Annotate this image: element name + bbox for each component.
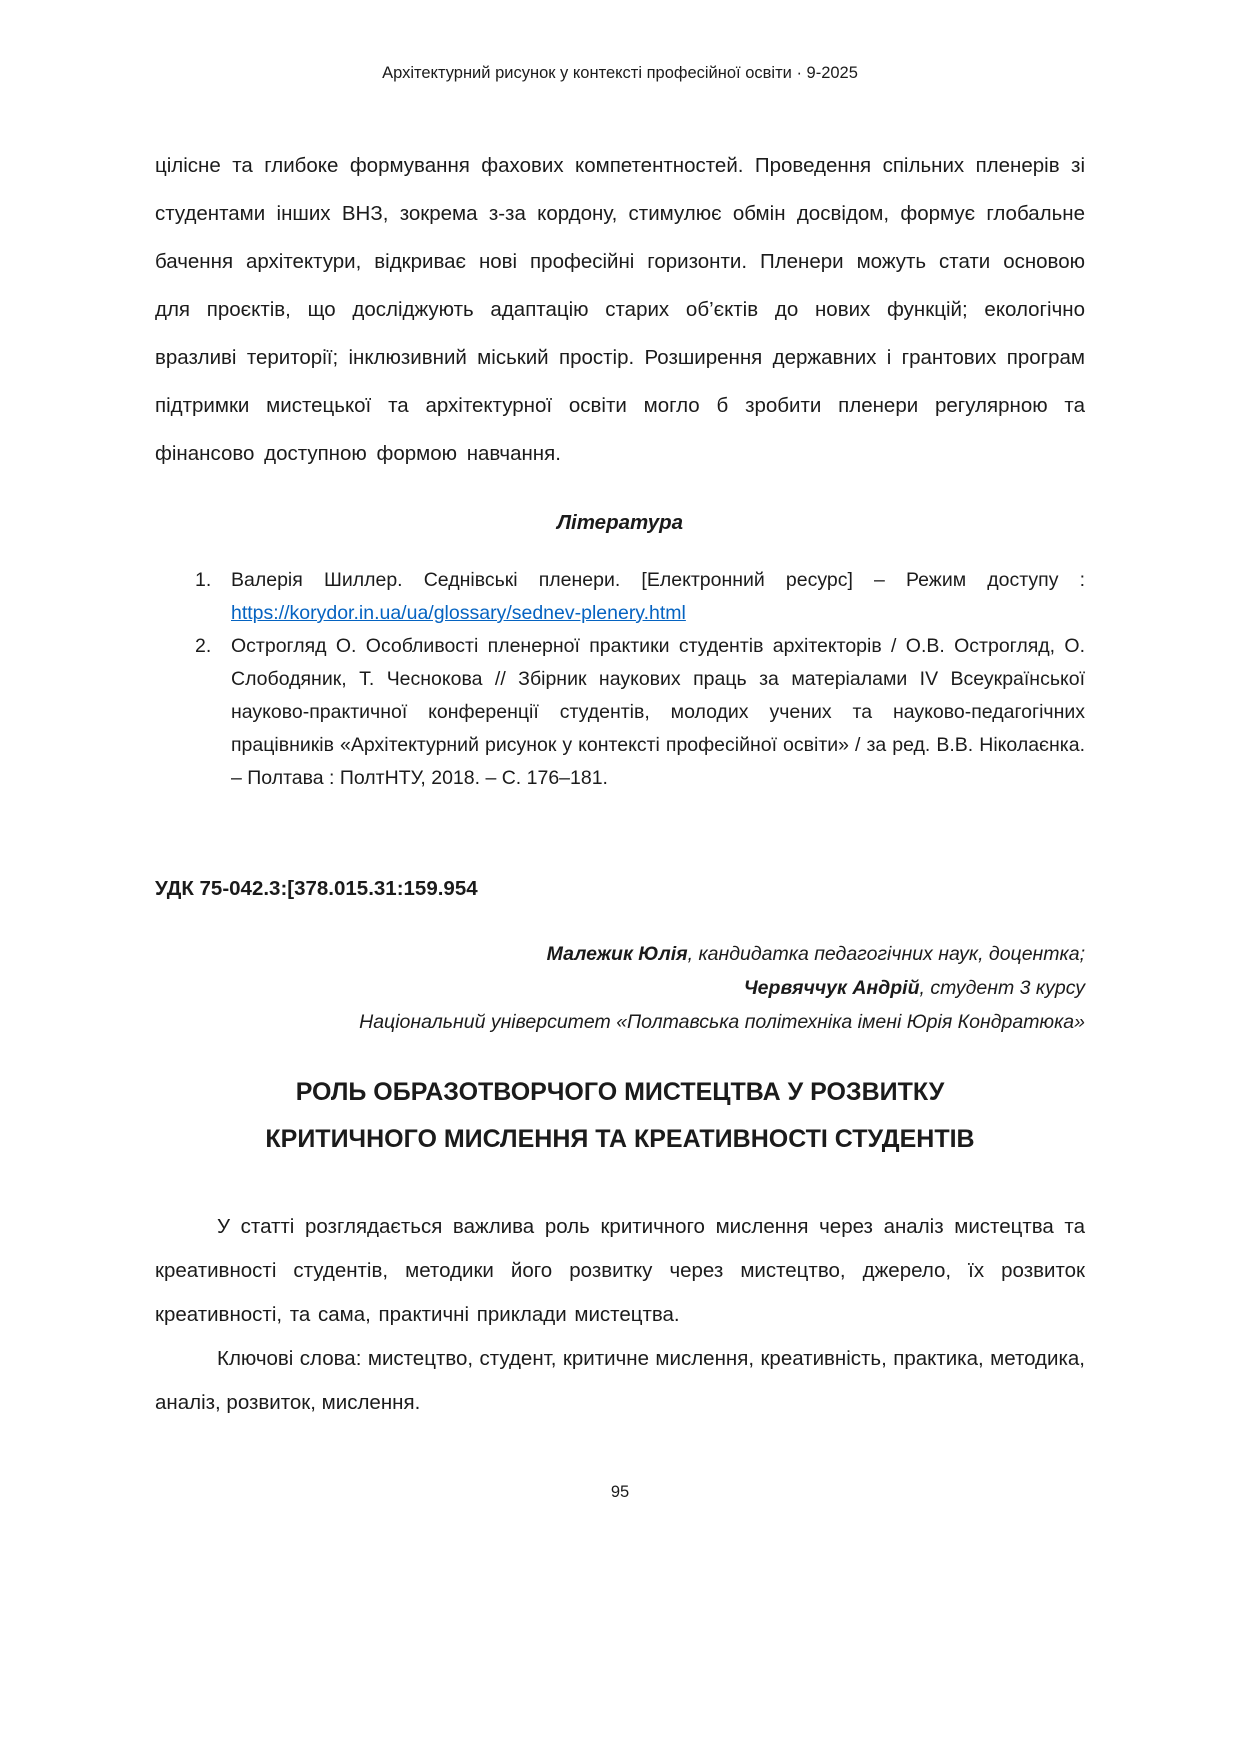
reference-item xyxy=(155,564,1085,630)
affiliation-line: Національний університет «Полтавська політехніка імені Юрія Кондратюка» xyxy=(359,1011,1085,1033)
reference-number: 1. xyxy=(195,569,212,591)
reference-number: 2. xyxy=(195,635,212,657)
author-role: , студент 3 курсу xyxy=(919,977,1085,999)
author-name: Малежик Юлія xyxy=(546,943,688,965)
author-line xyxy=(155,937,1085,971)
authors-block xyxy=(155,937,1085,1039)
page-number: 95 xyxy=(610,1483,630,1501)
reference-text xyxy=(231,564,1085,630)
reference-text-part: Валерія Шиллер. Седнівські пленери. [Електронний ресурс] – Режим доступу : xyxy=(231,569,1085,591)
reference-list xyxy=(155,564,1085,795)
page-content xyxy=(155,142,1085,1425)
keywords-label: Ключові слова: xyxy=(217,1347,362,1370)
article-title-line: РОЛЬ ОБРАЗОТВОРЧОГО МИСТЕЦТВА У РОЗВИТКУ xyxy=(295,1078,945,1106)
keywords-text: мистецтво, студент, критичне мислення, креативність, практика, методика, аналіз, розвиток, мислення. xyxy=(155,1347,1085,1414)
closing-paragraph: цілісне та глибоке формування фахових компетентностей. Проведення спільних пленерів зі студентами інших ВНЗ, зокрема з-за кордону, стимулює обмін досвідом, формує глобальне бачення архітектури, відкриває нові професійні горизонти. Пленери можуть стати основою для проєктів, що досліджують адаптацію старих об’єктів до нових функцій; екологічно вразливі території; інклюзивний міський простір. Розширення державних і грантових програм підтримки мистецької та архітектурної освіти могло б зробити пленери регулярною та фінансово доступною формою навчання. xyxy=(155,154,1085,465)
reference-link[interactable]: https://korydor.in.ua/ua/glossary/sednev-plenery.html xyxy=(231,602,686,624)
literature-heading: Література xyxy=(556,511,684,534)
author-line xyxy=(155,971,1085,1005)
reference-text: Острогляд О. Особливості пленерної практики студентів архітекторів / О.В. Острогляд, О. Слободяник, Т. Чеснокова // Збірник наукових праць за матеріалами IV Всеукраїнської науково-практичної конференції студентів, молодих учених та науково-педагогічних працівників «Архітектурний рисунок у контексті професійної освіти» / за ред. В.В. Ніколаєнка. – Полтава : ПолтНТУ, 2018. – С. 176–181. xyxy=(231,635,1085,789)
reference-item xyxy=(155,630,1085,795)
abstract-paragraph: У статті розглядається важлива роль критичного мислення через аналіз мистецтва та креативності студентів, методики його розвитку через мистецтво, джерело, їх розвиток креативності, та сама, практичні приклади мистецтва. xyxy=(155,1215,1085,1326)
article-title-line: КРИТИЧНОГО МИСЛЕННЯ ТА КРЕАТИВНОСТІ СТУДЕНТІВ xyxy=(265,1125,975,1153)
article-title xyxy=(155,1069,1085,1163)
author-name: Червяччук Андрій xyxy=(743,977,920,999)
keywords-paragraph xyxy=(155,1337,1085,1425)
author-role: , кандидатка педагогічних наук, доцентка; xyxy=(687,943,1085,965)
udc-code: УДК 75-042.3:[378.015.31:159.954 xyxy=(155,877,478,900)
running-header: Архітектурний рисунок у контексті професійної освіти · 9-2025 xyxy=(382,64,858,82)
